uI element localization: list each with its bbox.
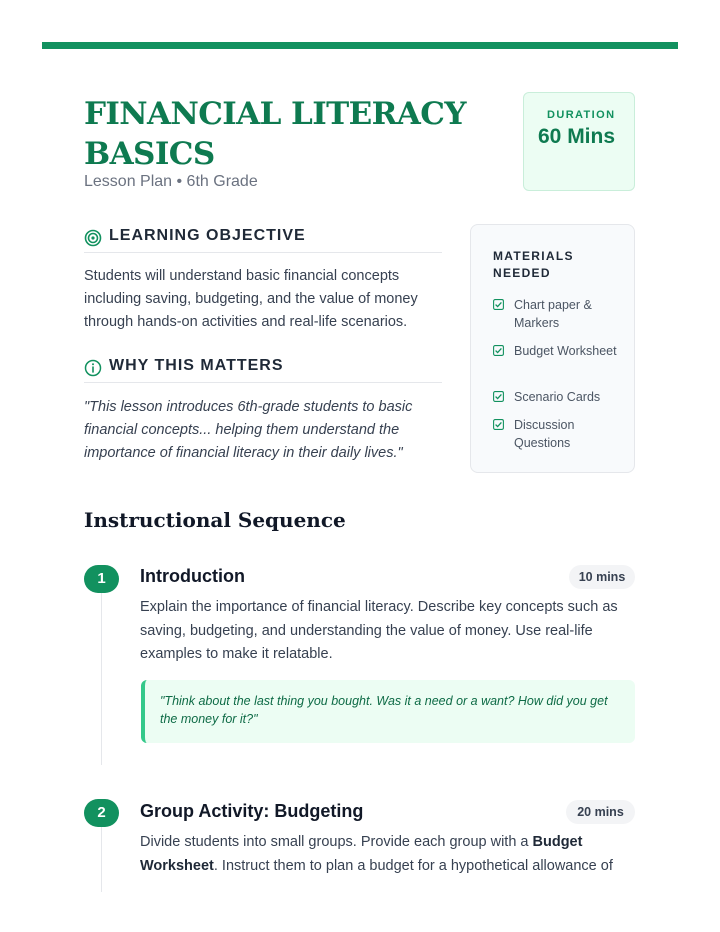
page-subtitle: Lesson Plan • 6th Grade	[84, 173, 258, 190]
discussion-callout	[141, 680, 635, 743]
check-icon	[493, 299, 504, 310]
top-accent-bar	[42, 42, 678, 49]
step-duration-badge: 10 mins	[569, 565, 635, 589]
materials-item-label: Discussion Questions	[514, 418, 575, 450]
instructional-sequence-title: Instructional Sequence	[84, 508, 346, 532]
step-number-badge: 2	[84, 799, 119, 827]
check-icon	[493, 391, 504, 402]
step-description-bold: Budget Worksheet	[140, 834, 583, 874]
step-title: Introduction	[140, 566, 245, 586]
check-icon	[493, 345, 504, 356]
target-icon	[84, 229, 102, 247]
learning-objective-text: Students will understand basic financial concepts including saving, budgeting, and the value of money through hands-on activities and real-life scenarios.	[84, 268, 418, 330]
duration-card	[523, 92, 635, 191]
duration-value: 60 Mins	[538, 125, 616, 148]
materials-title: MATERIALS NEEDED	[493, 249, 574, 280]
callout-quote: "Think about the last thing you bought. Was it a need or a want? How did you get the money for it?"	[160, 694, 608, 726]
materials-item-label: Budget Worksheet	[514, 344, 617, 358]
materials-item-label: Chart paper & Markers	[514, 298, 592, 330]
learning-objective-label: LEARNING OBJECTIVE	[109, 227, 306, 244]
info-icon	[84, 359, 102, 377]
step-description-text: Divide students into small groups. Provide each group with a	[140, 834, 533, 850]
step-title: Group Activity: Budgeting	[140, 801, 364, 821]
step-description	[140, 831, 635, 878]
page-title: FINANCIAL LITERACY BASICS	[84, 96, 466, 172]
step-duration-badge: 20 mins	[566, 800, 635, 824]
timeline-connector	[101, 826, 102, 892]
step-description-text: . Instruct them to plan a budget for a hypothetical allowance of	[213, 857, 613, 874]
why-this-matters-heading	[84, 357, 442, 383]
check-icon	[493, 419, 504, 430]
learning-objective-heading	[84, 227, 442, 253]
timeline-connector	[101, 590, 102, 765]
step-description: Explain the importance of financial literacy. Describe key concepts such as saving, budgeting, and understanding the value of money. Use real-life examples to make it relatable.	[140, 599, 618, 662]
materials-item-label: Scenario Cards	[514, 390, 601, 404]
step-number-badge: 1	[84, 565, 119, 593]
materials-card	[470, 224, 635, 473]
duration-label: DURATION	[547, 109, 616, 121]
why-this-matters-label: WHY THIS MATTERS	[109, 357, 284, 374]
why-this-matters-quote: "This lesson introduces 6th-grade students to basic financial concepts... helping them understand the importance of financial literacy in their daily lives."	[84, 399, 413, 461]
